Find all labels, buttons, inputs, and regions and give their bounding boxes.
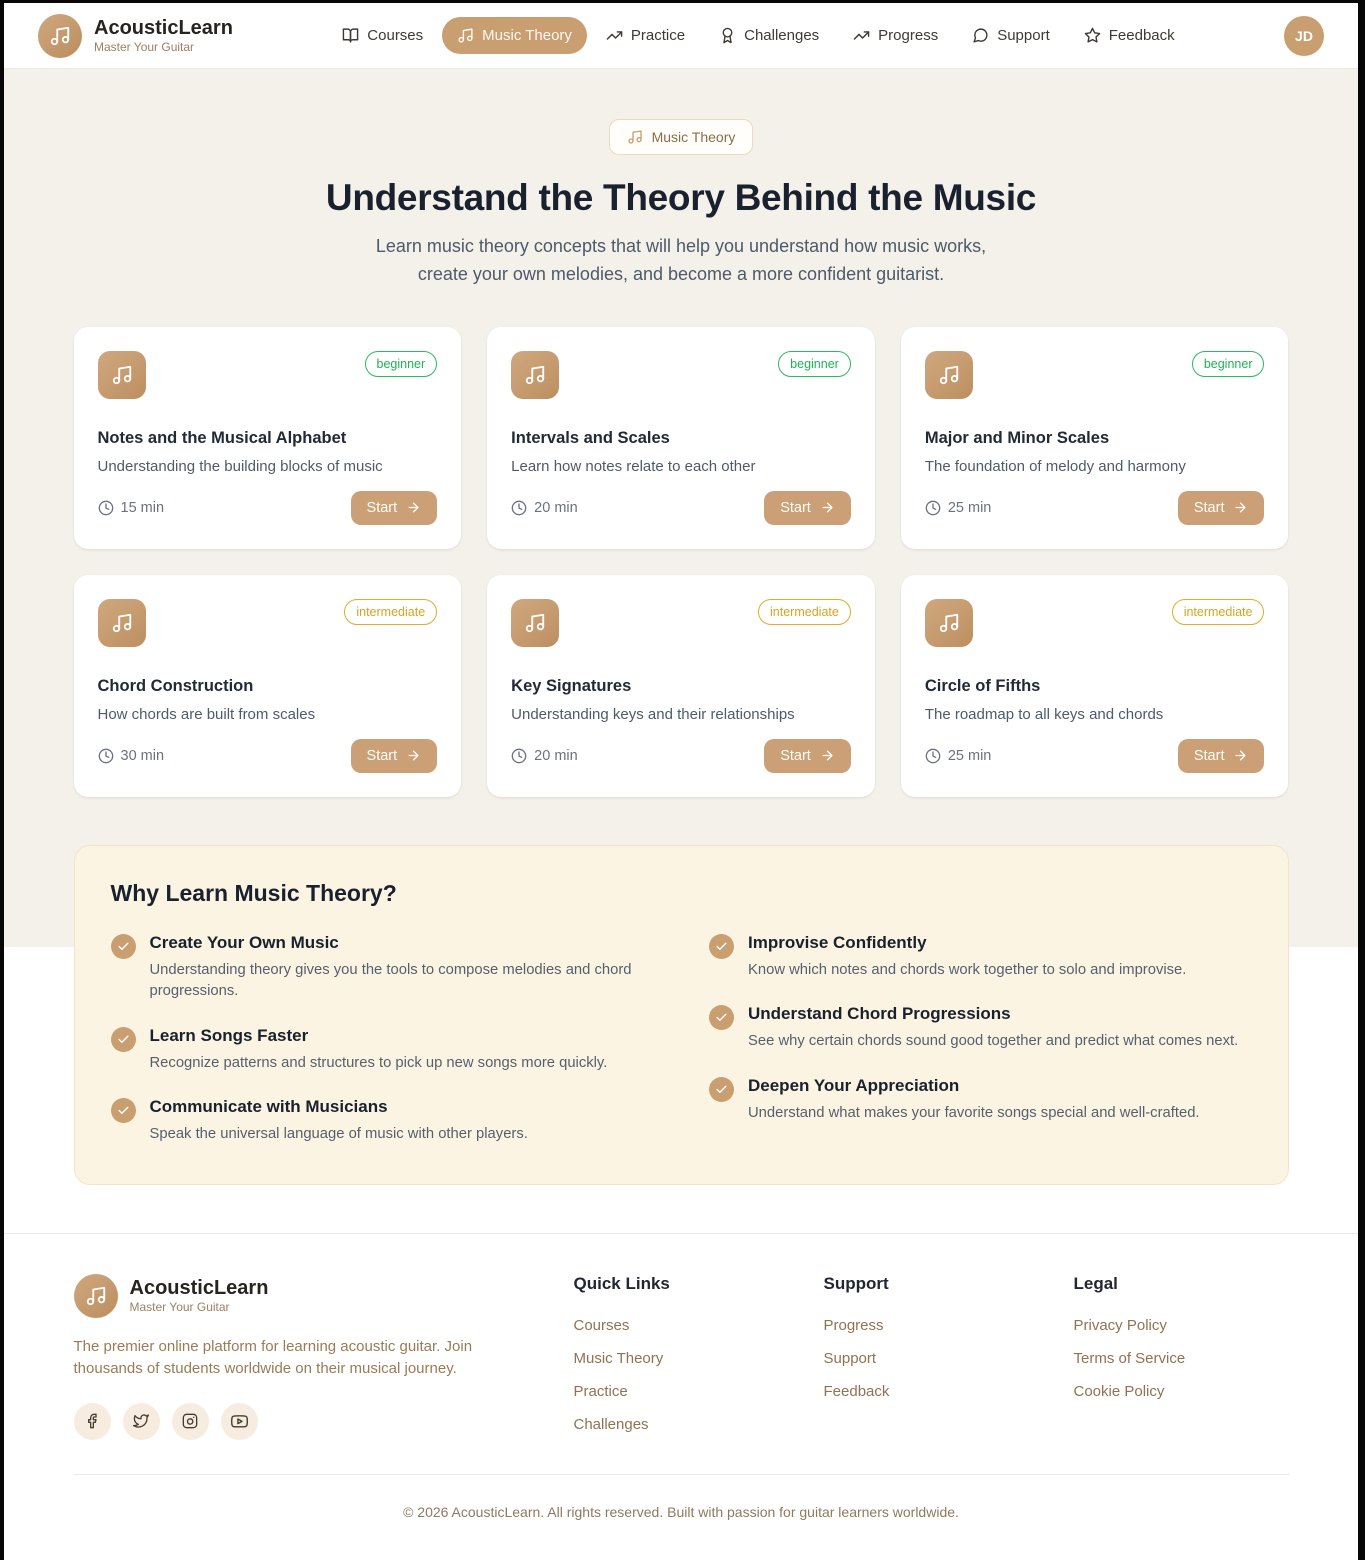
trending-up-icon: [606, 27, 623, 44]
level-badge: beginner: [1192, 351, 1265, 377]
clock-icon: [511, 748, 527, 764]
nav-label: Progress: [878, 27, 939, 44]
youtube-icon[interactable]: [221, 1403, 258, 1440]
copyright-text: © 2026 AcousticLearn. All rights reserved. Built with passion for guitar learners worldwide.: [403, 1503, 959, 1520]
start-label: Start: [366, 499, 398, 516]
award-icon: [719, 27, 736, 44]
subtitle-line: create your own melodies, and become a more confident guitarist.: [417, 263, 945, 284]
check-icon: [111, 1027, 136, 1052]
clock-icon: [925, 500, 941, 516]
start-label: Start: [1193, 499, 1225, 516]
lesson-card: [74, 327, 462, 549]
footer-link-courses[interactable]: Courses: [573, 1316, 630, 1334]
lesson-description: Understanding keys and their relationships: [511, 705, 795, 723]
facebook-icon[interactable]: [74, 1403, 111, 1440]
check-icon: [111, 1098, 136, 1123]
check-icon: [709, 1077, 734, 1102]
page-subtitle: [74, 233, 1289, 289]
arrow-right-icon: [406, 500, 421, 515]
brand-text: [94, 17, 233, 54]
benefit-item: [111, 1026, 654, 1074]
benefit-title: Communicate with Musicians: [149, 1097, 388, 1117]
benefit-item: [111, 1097, 654, 1145]
footer-link-music-theory[interactable]: Music Theory: [573, 1349, 664, 1367]
duration-text: 25 min: [947, 499, 992, 516]
check-icon: [709, 934, 734, 959]
level-badge: beginner: [365, 351, 438, 377]
music-note-icon: [511, 599, 559, 647]
nav-label: Music Theory: [482, 27, 572, 44]
page-footer: [4, 1233, 1358, 1552]
footer-support-column: [824, 1274, 1034, 1440]
lesson-description: The foundation of melody and harmony: [924, 457, 1186, 475]
why-learn-panel: [74, 845, 1289, 1185]
duration-text: 25 min: [947, 747, 992, 764]
lesson-duration: [98, 748, 165, 764]
brand-tagline: Master Your Guitar: [94, 40, 195, 54]
lesson-description: How chords are built from scales: [97, 705, 316, 723]
duration-text: 20 min: [534, 747, 578, 764]
nav-label: Feedback: [1108, 27, 1175, 44]
footer-link-practice[interactable]: Practice: [573, 1382, 628, 1400]
start-button[interactable]: [764, 491, 851, 525]
lesson-card-grid: [74, 327, 1289, 797]
benefit-description: Know which notes and chords work together to solo and improvise.: [748, 961, 1187, 978]
clock-icon: [925, 748, 941, 764]
clock-icon: [98, 748, 114, 764]
user-avatar[interactable]: JD: [1284, 16, 1324, 56]
check-icon: [111, 934, 136, 959]
start-label: Start: [780, 747, 811, 764]
lesson-title: Notes and the Musical Alphabet: [97, 428, 347, 447]
footer-link-cookie-policy[interactable]: Cookie Policy: [1073, 1382, 1165, 1400]
page-title: Understand the Theory Behind the Music: [325, 177, 1037, 218]
main-nav: [327, 17, 1189, 54]
trending-up-icon: [853, 27, 870, 44]
music-icon: [457, 27, 474, 44]
music-note-logo-icon: [38, 14, 82, 58]
benefit-description: Recognize patterns and structures to pick up new songs more quickly.: [149, 1054, 608, 1071]
check-icon: [709, 1005, 734, 1030]
star-icon: [1084, 27, 1101, 44]
lesson-duration: [925, 500, 992, 516]
arrow-right-icon: [406, 748, 421, 763]
benefit-description: Speak the universal language of music with other players.: [149, 1126, 528, 1143]
benefit-title: Create Your Own Music: [149, 932, 339, 952]
level-badge: beginner: [778, 351, 851, 377]
nav-label: Challenges: [744, 27, 820, 44]
footer-brand-column: [74, 1274, 534, 1440]
lesson-title: Major and Minor Scales: [924, 428, 1110, 447]
benefit-title: Deepen Your Appreciation: [748, 1075, 960, 1095]
footer-column-title: Support: [823, 1273, 889, 1293]
level-badge: intermediate: [758, 599, 851, 625]
nav-item-courses[interactable]: [327, 17, 438, 54]
arrow-right-icon: [1233, 500, 1248, 515]
social-links: [74, 1403, 534, 1440]
footer-description: The premier online platform for learning acoustic guitar. Join thousands of students worldwide on their musical journey.: [73, 1337, 473, 1378]
footer-column-title: Quick Links: [573, 1273, 670, 1293]
twitter-icon[interactable]: [123, 1403, 160, 1440]
brand-tagline: Master Your Guitar: [129, 1300, 230, 1315]
lesson-card: [901, 327, 1289, 549]
instagram-icon[interactable]: [172, 1403, 209, 1440]
footer-link-progress[interactable]: Progress: [823, 1316, 884, 1334]
section-badge-label: Music Theory: [651, 129, 736, 145]
music-note-icon: [98, 351, 146, 399]
nav-item-progress[interactable]: [838, 17, 953, 54]
benefit-title: Understand Chord Progressions: [748, 1004, 1011, 1024]
lesson-description: Learn how notes relate to each other: [511, 457, 756, 475]
footer-link-support[interactable]: Support: [823, 1349, 877, 1367]
music-note-icon: [925, 599, 973, 647]
brand-name: AcousticLearn: [129, 1277, 269, 1300]
message-circle-icon: [972, 27, 989, 44]
brand-text: [130, 1277, 269, 1314]
lesson-duration: [98, 500, 165, 516]
footer-brand-logo[interactable]: [74, 1274, 534, 1318]
benefit-title: Improvise Confidently: [748, 932, 927, 952]
benefits-left-column: [111, 933, 654, 1146]
nav-label: Practice: [630, 27, 686, 44]
clock-icon: [98, 500, 114, 516]
nav-item-music-theory[interactable]: [442, 17, 587, 54]
hero-section: [74, 69, 1289, 289]
footer-link-privacy-policy[interactable]: Privacy Policy: [1073, 1316, 1167, 1334]
level-badge: intermediate: [344, 599, 437, 625]
start-button[interactable]: [764, 739, 851, 773]
lesson-card: [487, 575, 875, 797]
music-note-icon: [511, 351, 559, 399]
why-panel-title: Why Learn Music Theory?: [110, 879, 397, 906]
lesson-title: Intervals and Scales: [511, 428, 670, 447]
start-button[interactable]: [351, 739, 438, 773]
benefit-item: [111, 933, 654, 1003]
lesson-description: Understanding the building blocks of music: [97, 457, 383, 475]
lesson-card: [487, 327, 875, 549]
footer-link-terms-of-service[interactable]: Terms of Service: [1073, 1349, 1186, 1367]
nav-item-challenges[interactable]: [704, 17, 834, 54]
footer-quick-links-column: [574, 1274, 784, 1440]
book-open-icon: [342, 27, 359, 44]
lesson-card: [901, 575, 1289, 797]
lesson-description: The roadmap to all keys and chords: [924, 705, 1164, 723]
nav-item-practice[interactable]: [591, 17, 700, 54]
lesson-title: Chord Construction: [97, 676, 254, 695]
benefit-item: [709, 1076, 1252, 1124]
music-icon: [627, 129, 643, 145]
duration-text: 15 min: [120, 499, 165, 516]
benefit-item: [709, 933, 1252, 981]
top-navigation-bar: [4, 3, 1358, 69]
start-button[interactable]: [351, 491, 438, 525]
music-note-icon: [98, 599, 146, 647]
benefits-right-column: [709, 933, 1252, 1146]
footer-link-feedback[interactable]: Feedback: [823, 1382, 890, 1400]
nav-item-feedback[interactable]: [1069, 17, 1190, 54]
brand-name: AcousticLearn: [94, 17, 233, 39]
brand-logo[interactable]: [38, 14, 233, 58]
benefit-description: Understanding theory gives you the tools to compose melodies and chord progressions.: [149, 961, 632, 1000]
footer-link-challenges[interactable]: Challenges: [573, 1415, 649, 1433]
footer-column-title: Legal: [1073, 1273, 1118, 1293]
start-label: Start: [780, 499, 811, 516]
arrow-right-icon: [820, 748, 835, 763]
duration-text: 30 min: [120, 747, 165, 764]
arrow-right-icon: [1233, 748, 1248, 763]
music-note-logo-icon: [74, 1274, 118, 1318]
nav-item-support[interactable]: [957, 17, 1065, 54]
start-button[interactable]: [1178, 491, 1265, 525]
footer-legal-column: [1074, 1274, 1289, 1440]
start-button[interactable]: [1178, 739, 1265, 773]
level-badge: intermediate: [1172, 599, 1265, 625]
lesson-duration: [925, 748, 992, 764]
benefit-title: Learn Songs Faster: [149, 1025, 309, 1045]
lesson-title: Key Signatures: [511, 676, 632, 695]
lesson-title: Circle of Fifths: [924, 676, 1041, 695]
lesson-card: [74, 575, 462, 797]
clock-icon: [511, 500, 527, 516]
duration-text: 20 min: [534, 499, 578, 516]
nav-label: Courses: [367, 27, 424, 44]
lesson-duration: [511, 500, 578, 516]
benefit-description: Understand what makes your favorite songs special and well-crafted.: [748, 1104, 1200, 1121]
lesson-duration: [511, 748, 578, 764]
music-note-icon: [925, 351, 973, 399]
arrow-right-icon: [820, 500, 835, 515]
benefit-item: [709, 1004, 1252, 1052]
subtitle-line: Learn music theory concepts that will help you understand how music works,: [375, 236, 987, 256]
start-label: Start: [1193, 747, 1225, 764]
start-label: Start: [366, 747, 398, 764]
section-badge: [609, 119, 754, 155]
nav-label: Support: [997, 27, 1050, 44]
benefit-description: See why certain chords sound good together and predict what comes next.: [748, 1033, 1239, 1050]
